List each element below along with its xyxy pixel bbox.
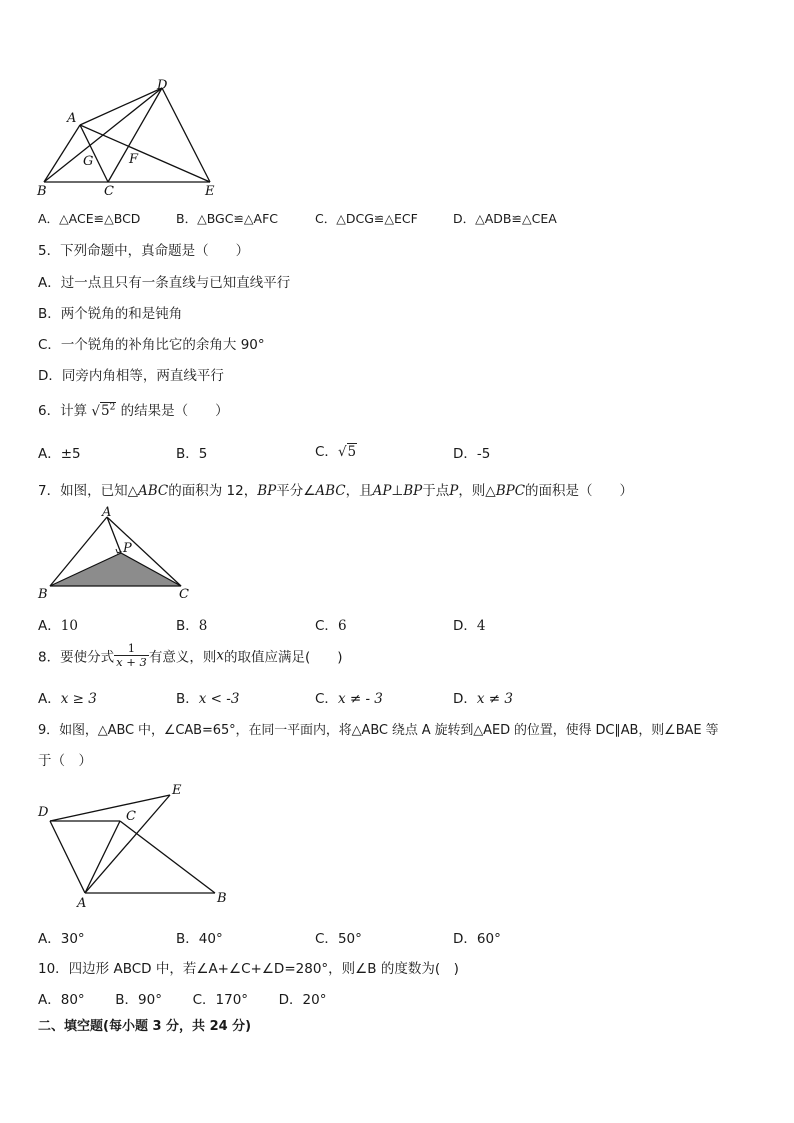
q7-stem: 7．如图，已知△ABC的面积为 12，BP平分∠ABC，且AP⊥BP于点P，则△BPC的面积是（ ）: [38, 483, 634, 499]
q10-option-b: B．90°: [115, 992, 162, 1008]
q9-option-d: D．60°: [453, 931, 501, 947]
q10-stem: 10．四边形 ABCD 中，若∠A+∠C+∠D=280°，则∠B 的度数为( ): [38, 961, 459, 977]
q7-option-c: C．6: [315, 618, 347, 634]
q5-stem: 5．下列命题中，真命题是（ ）: [38, 243, 250, 259]
label-c: C: [126, 809, 136, 824]
label-b: B: [38, 587, 48, 602]
q10-option-c: C．170°: [192, 992, 249, 1008]
q9-stem-line2: 于（ ）: [38, 753, 92, 769]
q9-option-a: A．30°: [38, 931, 85, 947]
q4-option-b: B．△BGC≌△AFC: [176, 211, 279, 226]
figure-rotation: [30, 780, 240, 911]
label-c: C: [179, 587, 189, 602]
q6-option-d: D．-5: [453, 446, 491, 462]
label-p: P: [123, 541, 132, 556]
label-a: A: [77, 896, 87, 911]
figure-quadrilateral-triangles: [30, 75, 230, 200]
label-e: E: [205, 184, 215, 199]
label-d: D: [157, 78, 168, 93]
q5-option-c: C．一个锐角的补角比它的余角大 90°: [38, 337, 265, 353]
q4-option-a: A．△ACE≌△BCD: [38, 211, 141, 226]
label-c: C: [104, 184, 114, 199]
label-d: D: [38, 805, 49, 820]
section-heading: 二、填空题(每小题 3 分，共 24 分): [38, 1019, 252, 1034]
q8-stem: 8．要使分式 $\frac{1}{x + 3}$ 有意义，则x的取值应满足( ): [38, 641, 343, 669]
q9-stem-line1: 9．如图，△ABC 中，∠CAB=65°，在同一平面内，将△ABC 绕点 A 旋转到△AED 的位置，使得 DC∥AB，则∠BAE 等: [38, 723, 719, 738]
label-b: B: [37, 184, 47, 199]
q4-option-c: C．△DCG≌△ECF: [315, 211, 418, 226]
figure-triangle-bpc: [30, 500, 200, 605]
q4-option-d: D．△ADB≌△CEA: [453, 211, 557, 226]
label-a: A: [67, 111, 77, 126]
sqrt-expression: $√5^2$: [91, 402, 116, 419]
label-b: B: [217, 891, 227, 906]
q6-option-a: A．±5: [38, 446, 81, 462]
q6-option-c: C．√5: [315, 444, 357, 460]
q8-option-c: C．x ≠ - 3: [315, 691, 383, 707]
q10-option-d: D．20°: [278, 992, 327, 1008]
q5-option-b: B．两个锐角的和是钝角: [38, 306, 183, 322]
q7-option-b: B．8: [176, 618, 208, 634]
q8-option-b: B．x < -3: [176, 691, 240, 707]
q10-option-a: A．80°: [38, 992, 85, 1008]
q8-option-a: A．x ≥ 3: [38, 691, 97, 707]
label-a: A: [102, 505, 112, 520]
q9-option-b: B．40°: [176, 931, 223, 947]
label-e: E: [172, 783, 182, 798]
q5-option-a: A．过一点且只有一条直线与已知直线平行: [38, 275, 291, 291]
q6-stem: 6．计算 $√5^2$ 的结果是（ ）: [38, 402, 229, 419]
q9-option-c: C．50°: [315, 931, 362, 947]
q8-option-d: D．x ≠ 3: [453, 691, 514, 707]
q7-option-a: A．10: [38, 618, 78, 634]
q6-option-b: B．5: [176, 446, 208, 462]
q7-option-d: D．4: [453, 618, 486, 634]
q10-options: [38, 988, 326, 1008]
q5-option-d: D．同旁内角相等，两直线平行: [38, 368, 224, 384]
label-f: F: [129, 152, 139, 167]
fraction: $\frac{1}{x + 3}$: [116, 641, 147, 669]
label-g: G: [83, 154, 94, 169]
